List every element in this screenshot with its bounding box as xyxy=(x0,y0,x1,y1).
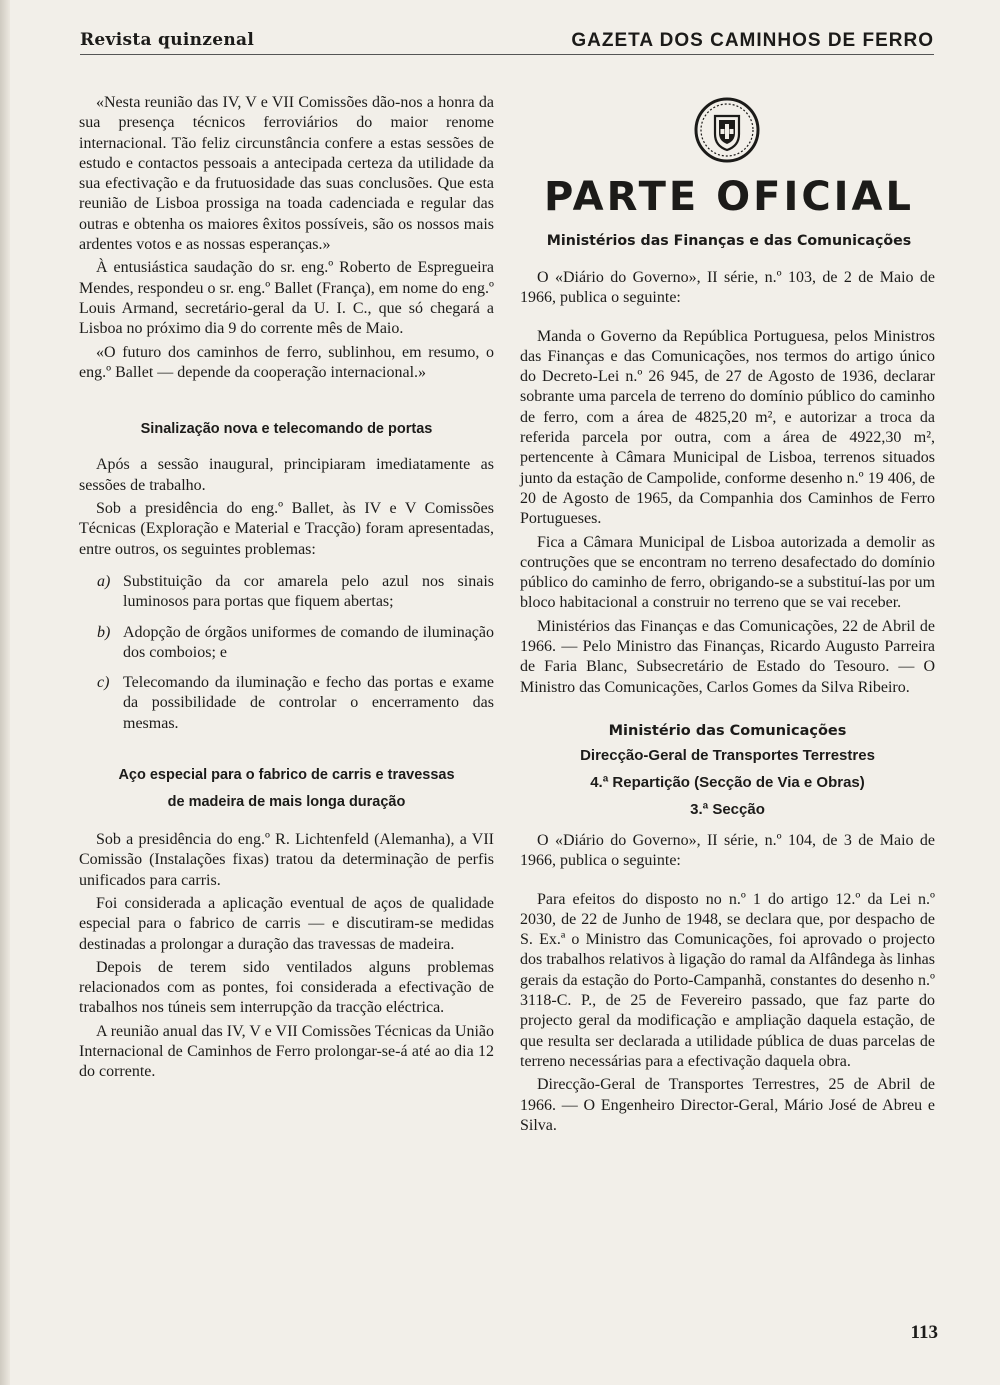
list-item xyxy=(79,572,494,613)
section-heading-line: Aço especial para o fabrico de carris e travessas xyxy=(118,767,455,784)
left-column xyxy=(79,93,494,1086)
coat-of-arms-icon xyxy=(693,96,761,164)
paragraph: À entusiástica saudação do sr. eng.º Roberto de Espregueira Mendes, respondeu o sr. eng.º Ballet (França), em nome do eng.º Louis Armand, secretário-geral da U. I. C., que só chegará a Lisboa no próximo dia 9 do corrente mês de Maio. xyxy=(79,259,494,338)
list-item xyxy=(79,673,494,734)
section-number-heading: 3.ª Secção xyxy=(690,800,765,818)
paragraph: «O futuro dos caminhos de ferro, sublinhou, em resumo, o eng.º Ballet — depende da cooperação internacional.» xyxy=(79,343,494,381)
repartition-heading: 4.ª Repartição (Secção de Via e Obras) xyxy=(590,773,865,791)
right-column xyxy=(520,268,935,1139)
spacer xyxy=(520,312,935,327)
paragraph: O «Diário do Governo», II série, n.º 103, de 2 de Maio de 1966, publica o seguinte: xyxy=(520,269,935,307)
paragraph: Ministérios das Finanças e das Comunicações, 22 de Abril de 1966. — Pelo Ministro das Finanças, Ricardo Augusto Parreira de Faria Blanc, Subsecretário de Estado do Tesouro. — O Ministro das Comunicações, Carlos Gomes da Silva Ribeiro. xyxy=(520,617,935,696)
paragraph: Após a sessão inaugural, principiaram imediatamente as sessões de trabalho. xyxy=(79,456,494,494)
list-item-label: c) xyxy=(97,674,110,692)
paragraph: Para efeitos do disposto no n.º 1 do artigo 12.º da Lei n.º 2030, de 22 de Junho de 1948, se declara que, por despacho de S. Ex.ª o Ministro das Comunicações, foi aprovado o projecto dos trabalhos relativos à ligação do ramal da Alfândega às linhas gerais da estação do Porto-Campanhã, constantes do desenho n.º 3118-C. P., de 25 de Fevereiro passado, que faz parte do projecto geral da modificação e ampliação daquela estação, de que resulta ser declarada a utilidade pública de duas parcelas de terreno necessárias para a efectivação daquela obra. xyxy=(520,890,935,1070)
paragraph: A reunião anual das IV, V e VII Comissões Técnicas da União Internacional de Caminhos de Ferro prolongar-se-á até ao dia 12 do corrente. xyxy=(79,1022,494,1081)
header-rule xyxy=(80,54,934,55)
list-item-text: Telecomando da iluminação e fecho das portas e exame da possibilidade de controlar o encerramento das mesmas. xyxy=(123,674,494,732)
paragraph: Manda o Governo da República Portuguesa, pelos Ministros das Finanças e das Comunicações, nos termos do artigo único do Decreto-Lei n.º 26 945, de 27 de Agosto de 1936, declarar sobrante uma parcela de terreno do domínio público do caminho de ferro, com a área de 4825,20 m², e autorizar a troca da referida parcela por outra, com a área de 4922,30 m², pertencente à Câmara Municipal de Lisboa, terrenos situados junto da estação de Campolide, conforme desenho n.º 19 406, de 20 de Agosto de 1965, da Companhia dos Caminhos de Ferro Portugueses. xyxy=(520,327,935,528)
section-heading xyxy=(79,762,494,816)
directorate-heading: Direcção-Geral de Transportes Terrestres xyxy=(580,746,875,764)
list-item-label: b) xyxy=(97,623,111,641)
paragraph: O «Diário do Governo», II série, n.º 104, de 3 de Maio de 1966, publica o seguinte: xyxy=(520,831,935,870)
header-magazine-title: GAZETA DOS CAMINHOS DE FERRO xyxy=(571,30,934,51)
page-spine-shadow xyxy=(0,0,10,1385)
paragraph: «Nesta reunião das IV, V e VII Comissões dão-nos a honra da sua presença técnicos ferroviários do maior renome internacional. Tão feliz circunstância confere a estas sessões de estudo e contactos pessoais a antecipada certeza da utilidade da sua efectivação e da frutuosidade das suas conclusões. Que esta reunião de Lisboa prossiga na toada cadenciada e regular das outras e obtenha os maiores êxitos possíveis, são os nossos mais ardentes votos e as nossas esperanças.» xyxy=(79,94,494,254)
section-heading-line: de madeira de mais longa duração xyxy=(167,794,406,811)
list-item-label: a) xyxy=(97,572,111,590)
paragraph: Sob a presidência do eng.º R. Lichtenfeld (Alemanha), a VII Comissão (Instalações fixas) tratou da determinação de perfis unificados para carris. xyxy=(79,831,494,889)
list-item-text: Substituição da cor amarela pelo azul nos sinais luminosos para portas que fiquem abertas; xyxy=(123,572,494,611)
ministry-heading: Ministério das Comunicações xyxy=(608,722,847,739)
paragraph: Foi considerada a aplicação eventual de aços de qualidade especial para o fabrico de carris — e discutiram-se medidas destinadas a prolongar a duração das travessas de madeira. xyxy=(79,894,494,953)
paragraph: Sob a presidência do eng.º Ballet, às IV e V Comissões Técnicas (Exploração e Material e Tracção) foram apresentadas, entre outros, os seguintes problemas: xyxy=(79,500,494,558)
header-publication-frequency: Revista quinzenal xyxy=(80,30,255,50)
problem-list xyxy=(79,572,494,734)
page-number: 113 xyxy=(910,1322,938,1343)
spacer xyxy=(520,875,935,890)
paragraph: Fica a Câmara Municipal de Lisboa autorizada a demolir as contruções que se encontram no terreno desafectado do domínio público do caminho de ferro, obrigando-se a substituí-las por um bloco habitacional a construir no terreno que se vai receber. xyxy=(520,533,936,612)
list-item xyxy=(79,623,494,664)
parte-oficial-title: PARTE OFICIAL xyxy=(543,174,915,220)
list-item-text: Adopção de órgãos uniformes de comando de iluminação dos comboios; e xyxy=(123,623,494,661)
ministries-heading: Ministérios das Finanças e das Comunicações xyxy=(546,233,912,249)
paragraph: Depois de terem sido ventilados alguns problemas relacionados com as pontes, foi considerada a efectivação de trabalhos nos túneis sem interrupção da tracção eléctrica. xyxy=(79,958,494,1017)
paragraph: Direcção-Geral de Transportes Terrestres, 25 de Abril de 1966. — O Engenheiro Director-Geral, Mário José de Abreu e Silva. xyxy=(520,1076,935,1134)
section-heading: Sinalização nova e telecomando de portas xyxy=(140,421,433,438)
